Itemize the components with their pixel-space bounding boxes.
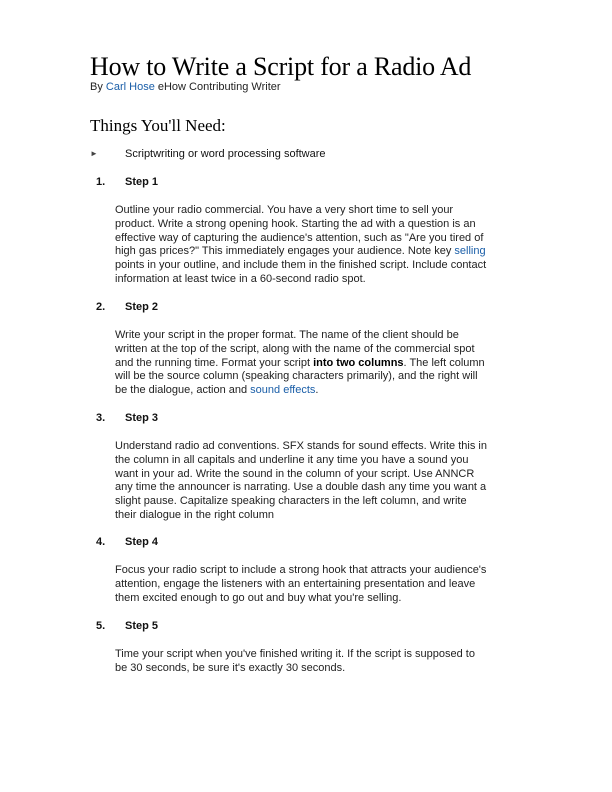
step-line bbox=[115, 564, 523, 578]
step-line bbox=[115, 343, 523, 357]
step-text: Understand radio ad conventions. SFX stands for sound effects. Write this in bbox=[115, 440, 487, 452]
step-line bbox=[115, 259, 523, 273]
step-line bbox=[115, 218, 523, 232]
step-title: Step 5 bbox=[125, 620, 159, 632]
step-line bbox=[115, 440, 523, 454]
selling-link[interactable]: selling bbox=[454, 245, 486, 258]
step-body bbox=[115, 440, 523, 523]
step-title: Step 1 bbox=[125, 176, 159, 188]
step-line bbox=[115, 232, 523, 246]
byline-suffix: eHow Contributing Writer bbox=[154, 81, 281, 93]
step-text: . The left column bbox=[403, 356, 485, 369]
step-text: . bbox=[315, 384, 319, 397]
step-text: want in your ad. Write the sound in the column of your script. Use ANNCR bbox=[115, 467, 475, 480]
step-line bbox=[115, 468, 523, 482]
step-text: written at the top of the script, along with the name of the commercial spot bbox=[115, 342, 475, 355]
step-text: and the running time. Format your script bbox=[115, 356, 314, 369]
step-title: Step 3 bbox=[125, 412, 159, 424]
step-line bbox=[115, 578, 523, 592]
step-text: the column in all capitals and underline it any time you have a sound you bbox=[115, 453, 469, 466]
sound-effects-link[interactable]: sound effects bbox=[250, 384, 316, 397]
step-number: 2. bbox=[96, 301, 106, 313]
step-text: Focus your radio script to include a strong hook that attracts your audience's bbox=[115, 564, 487, 576]
step-line bbox=[115, 370, 523, 384]
needs-item-text: Scriptwriting or word processing software bbox=[125, 148, 326, 160]
step-text: effective way of capturing the audience's attention, such as "Are you tired of bbox=[115, 231, 484, 244]
bullet-marker: ► bbox=[90, 149, 98, 158]
byline-prefix: By bbox=[90, 81, 106, 93]
step-text: attention, engage the listeners with an entertaining presentation and leave bbox=[115, 577, 476, 590]
step-text: be 30 seconds, be sure it's exactly 30 seconds. bbox=[115, 661, 346, 674]
step-line bbox=[115, 509, 523, 523]
article-title: How to Write a Script for a Radio Ad bbox=[90, 52, 472, 81]
step-text: information at least twice in a 60-second radio spot. bbox=[115, 272, 366, 285]
step-text: any time the announcer is narrating. Use a double dash any time you want a bbox=[115, 481, 487, 494]
author-link[interactable]: Carl Hose bbox=[105, 81, 155, 93]
step-text: Write your script in the proper format. The name of the client should be bbox=[115, 329, 459, 341]
step-body bbox=[115, 564, 523, 605]
step-text: their dialogue in the right column bbox=[115, 508, 274, 521]
step-line bbox=[115, 592, 523, 606]
step-text: be the dialogue, action and bbox=[115, 384, 251, 397]
step-number: 3. bbox=[96, 412, 106, 424]
step-text: slight pause. Capitalize speaking characters in the left column, and write bbox=[115, 495, 467, 508]
step-line bbox=[115, 454, 523, 468]
byline bbox=[90, 81, 281, 93]
step-text: points in your outline, and include them in the finished script. Include contact bbox=[115, 259, 487, 272]
step-text: product. Write a strong opening hook. Starting the ad with a question is an bbox=[115, 217, 476, 230]
step-line bbox=[115, 329, 523, 343]
step-number: 1. bbox=[96, 176, 106, 188]
emphasis-text: into two columns bbox=[313, 356, 404, 369]
things-needed-heading: Things You'll Need: bbox=[90, 116, 226, 135]
step-body bbox=[115, 648, 523, 676]
step-line bbox=[115, 495, 523, 509]
step-line bbox=[115, 481, 523, 495]
step-body bbox=[115, 329, 523, 398]
step-line bbox=[115, 245, 523, 259]
step-text: Time your script when you've finished writing it. If the script is supposed to bbox=[115, 648, 475, 660]
step-text: will be the source column (speaking characters primarily), and the right will bbox=[115, 370, 478, 383]
step-number: 5. bbox=[96, 620, 106, 632]
step-line bbox=[115, 662, 523, 676]
step-line bbox=[115, 384, 523, 398]
step-body bbox=[115, 204, 523, 287]
step-title: Step 4 bbox=[125, 536, 159, 548]
step-title: Step 2 bbox=[125, 301, 159, 313]
step-number: 4. bbox=[96, 536, 106, 548]
step-line bbox=[115, 357, 523, 371]
step-line bbox=[115, 648, 523, 662]
step-text: high gas prices?" This immediately engages your audience. Note key bbox=[115, 245, 455, 258]
step-text: Outline your radio commercial. You have a very short time to sell your bbox=[115, 204, 454, 216]
step-line bbox=[115, 204, 523, 218]
step-text: them excited enough to go out and buy what you're selling. bbox=[115, 591, 402, 604]
step-line bbox=[115, 273, 523, 287]
